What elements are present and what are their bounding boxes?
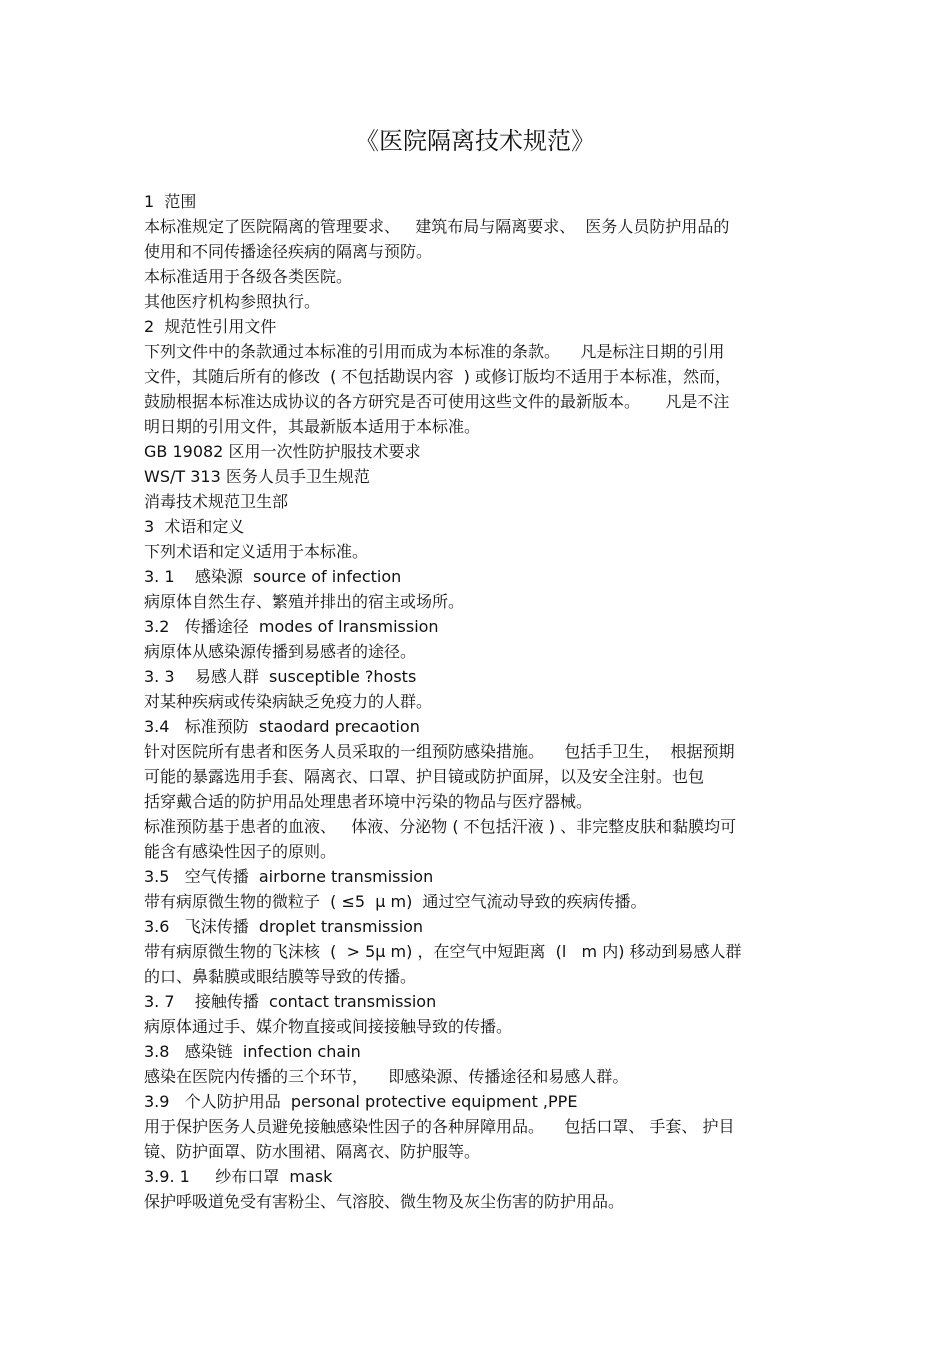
body-line: 3.9 个人防护用品 personal protective equipment ,PPE — [144, 1092, 578, 1111]
body-line: 括穿戴合适的防护用品处理患者环境中污染的物品与医疗器械。 — [144, 792, 593, 811]
body-line: 的口、鼻黏膜或眼结膜等导致的传播。 — [144, 967, 417, 986]
body-line: 病原体自然生存、繁殖并排出的宿主或场所。 — [144, 592, 465, 611]
body-line: 3. 1 感染源 source of infection — [144, 567, 402, 586]
body-line: 3.5 空气传播 airborne transmission — [144, 867, 434, 886]
body-line: 镜、防护面罩、防水围裙、隔离衣、防护服等。 — [144, 1142, 481, 1161]
body-line: WS/T 313 医务人员手卫生规范 — [144, 467, 370, 486]
body-line: 下列术语和定义适用于本标准。 — [144, 542, 369, 561]
body-line: 保护呼吸道免受有害粉尘、气溶胶、微生物及灰尘伤害的防护用品。 — [144, 1192, 625, 1211]
document-title: 《医院隔离技术规范》 — [355, 127, 595, 155]
body-line: 3 术语和定义 — [144, 517, 245, 536]
body-line: 带有病原微生物的飞沫核 ( > 5μ m) ，在空气中短距离 (l m 内) 移动到易感人群 — [144, 942, 742, 961]
body-line: 可能的暴露选用手套、隔离衣、口罩、护目镜或防护面屏，以及安全注射。也包 — [144, 767, 705, 786]
body-line: 本标准规定了医院隔离的管理要求、 建筑布局与隔离要求、 医务人员防护用品的 — [144, 217, 730, 236]
body-line: 2 规范性引用文件 — [144, 317, 277, 336]
body-line: 针对医院所有患者和医务人员采取的一组预防感染措施。 包括手卫生， 根据预期 — [144, 742, 735, 761]
body-line: 3.8 感染链 infection chain — [144, 1042, 361, 1061]
body-line: 能含有感染性因子的原则。 — [144, 842, 337, 861]
body-line: 病原体从感染源传播到易感者的途径。 — [144, 642, 417, 661]
body-line: 3. 3 易感人群 susceptible ?hosts — [144, 667, 417, 686]
body-line: 病原体通过手、媒介物直接或间接接触导致的传播。 — [144, 1017, 513, 1036]
body-line: 3.9. 1 纱布口罩 mask — [144, 1167, 333, 1186]
body-line: 用于保护医务人员避免接触感染性因子的各种屏障用品。 包括口罩、 手套、 护目 — [144, 1117, 735, 1136]
body-line: 本标准适用于各级各类医院。 — [144, 267, 353, 286]
body-line: 3.6 飞沫传播 droplet transmission — [144, 917, 424, 936]
body-line: 对某种疾病或传染病缺乏免疫力的人群。 — [144, 692, 433, 711]
body-line: 3.2 传播途径 modes of lransmission — [144, 617, 439, 636]
body-line: 带有病原微生物的微粒子 ( ≤5 μ m) 通过空气流动导致的疾病传播。 — [144, 892, 647, 911]
body-line: 1 范围 — [144, 192, 197, 211]
document-body — [144, 189, 814, 1214]
body-line: 下列文件中的条款通过本标准的引用而成为本标准的条款。 凡是标注日期的引用 — [144, 342, 725, 361]
body-line: 其他医疗机构参照执行。 — [144, 292, 321, 311]
body-line: 感染在医院内传播的三个环节， 即感染源、传播途径和易感人群。 — [144, 1067, 629, 1086]
body-line: 消毒技术规范卫生部 — [144, 492, 289, 511]
body-line: 3.4 标准预防 staodard precaotion — [144, 717, 420, 736]
body-line: 3. 7 接触传播 contact transmission — [144, 992, 437, 1011]
body-line: 使用和不同传播途径疾病的隔离与预防。 — [144, 242, 433, 261]
body-line: 标准预防基于患者的血液、 体液、分泌物 ( 不包括汗液 ) 、非完整皮肤和黏膜均可 — [144, 817, 737, 836]
body-line: 明日期的引用文件，其最新版本适用于本标准。 — [144, 417, 481, 436]
body-line: 文件，其随后所有的修改 ( 不包括勘误内容 ) 或修订版均不适用于本标准，然而， — [144, 367, 732, 386]
body-line: 鼓励根据本标准达成协议的各方研究是否可使用这些文件的最新版本。 凡是不注 — [144, 392, 730, 411]
body-line: GB 19082 区用一次性防护服技术要求 — [144, 442, 421, 461]
